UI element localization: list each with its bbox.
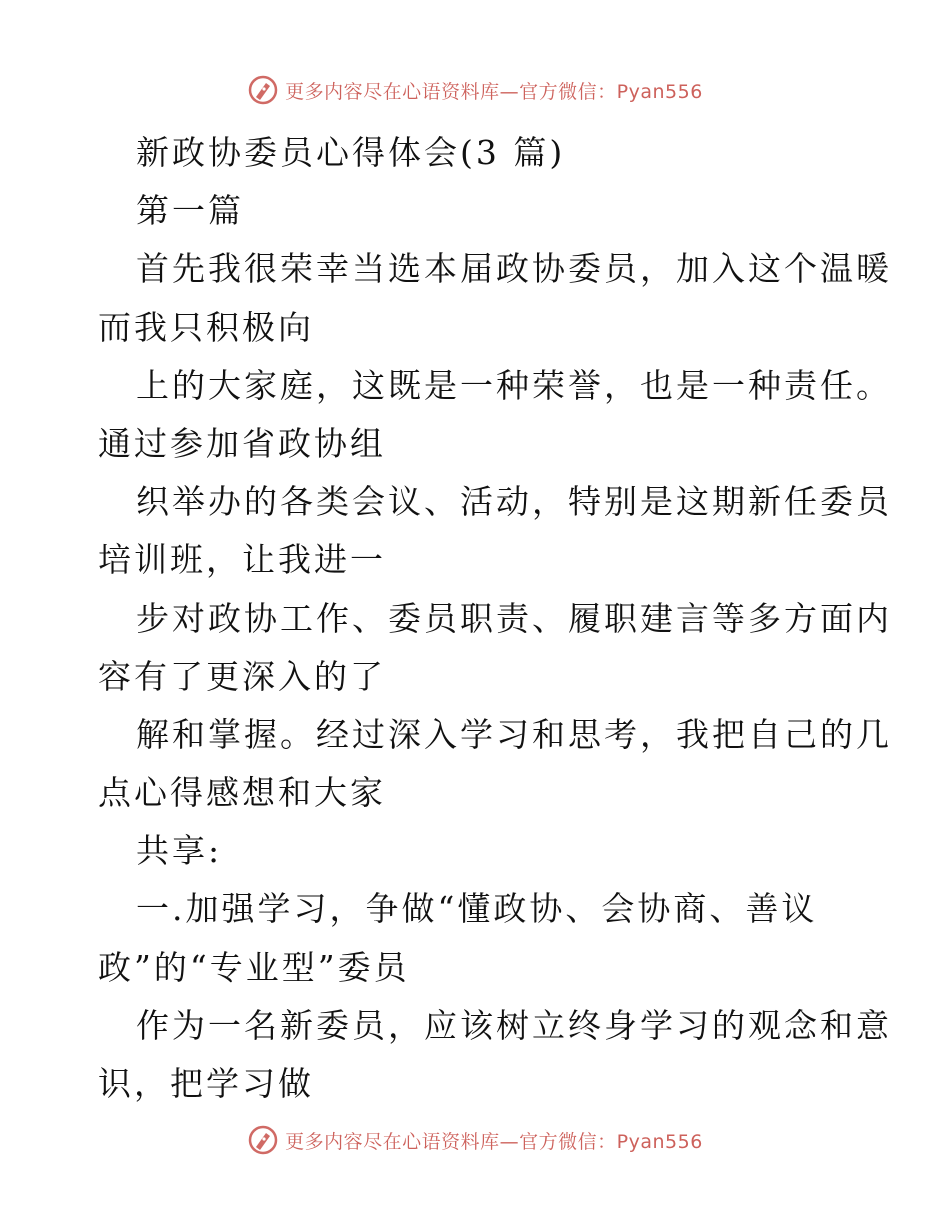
- paragraph-line: 共享:: [136, 831, 223, 871]
- paragraph-line: 上的大家庭，这既是一种荣誉，也是一种责任。: [136, 365, 892, 405]
- document-body: [98, 124, 892, 1113]
- paragraph-line: 步对政协工作、委员职责、履职建言等多方面内: [136, 598, 892, 638]
- paragraph-line: 通过参加省政协组: [98, 423, 386, 463]
- subheading-line: 政”的“专业型”委员: [98, 947, 410, 987]
- watermark-text: 更多内容尽在心语资料库—官方微信：Pyan556: [285, 1130, 703, 1153]
- pen-nib-logo-icon: [247, 74, 279, 106]
- pen-nib-logo-icon: [247, 1124, 279, 1156]
- paragraph-line: 织举办的各类会议、活动，特别是这期新任委员: [136, 482, 892, 522]
- header-watermark: [0, 70, 950, 110]
- paragraph-line: 解和掌握。经过深入学习和思考，我把自己的几: [136, 714, 892, 754]
- paragraph-line: 而我只积极向: [98, 307, 314, 347]
- paragraph-line: 首先我很荣幸当选本届政协委员，加入这个温暖: [136, 249, 892, 289]
- subheading-line: 一.加强学习，争做“懂政协、会协商、善议: [136, 889, 818, 929]
- section-heading: 第一篇: [136, 191, 244, 231]
- watermark-text: 更多内容尽在心语资料库—官方微信：Pyan556: [285, 80, 703, 103]
- document-title: 新政协委员心得体会(3 篇): [136, 133, 566, 172]
- paragraph-line: 点心得感想和大家: [98, 773, 386, 813]
- paragraph-line: 作为一名新委员，应该树立终身学习的观念和意: [136, 1005, 892, 1045]
- paragraph-line: 培训班，让我进一: [98, 540, 386, 580]
- paragraph-line: 容有了更深入的了: [98, 656, 386, 696]
- paragraph-line: 识，把学习做: [98, 1064, 314, 1103]
- footer-watermark: [0, 1120, 950, 1160]
